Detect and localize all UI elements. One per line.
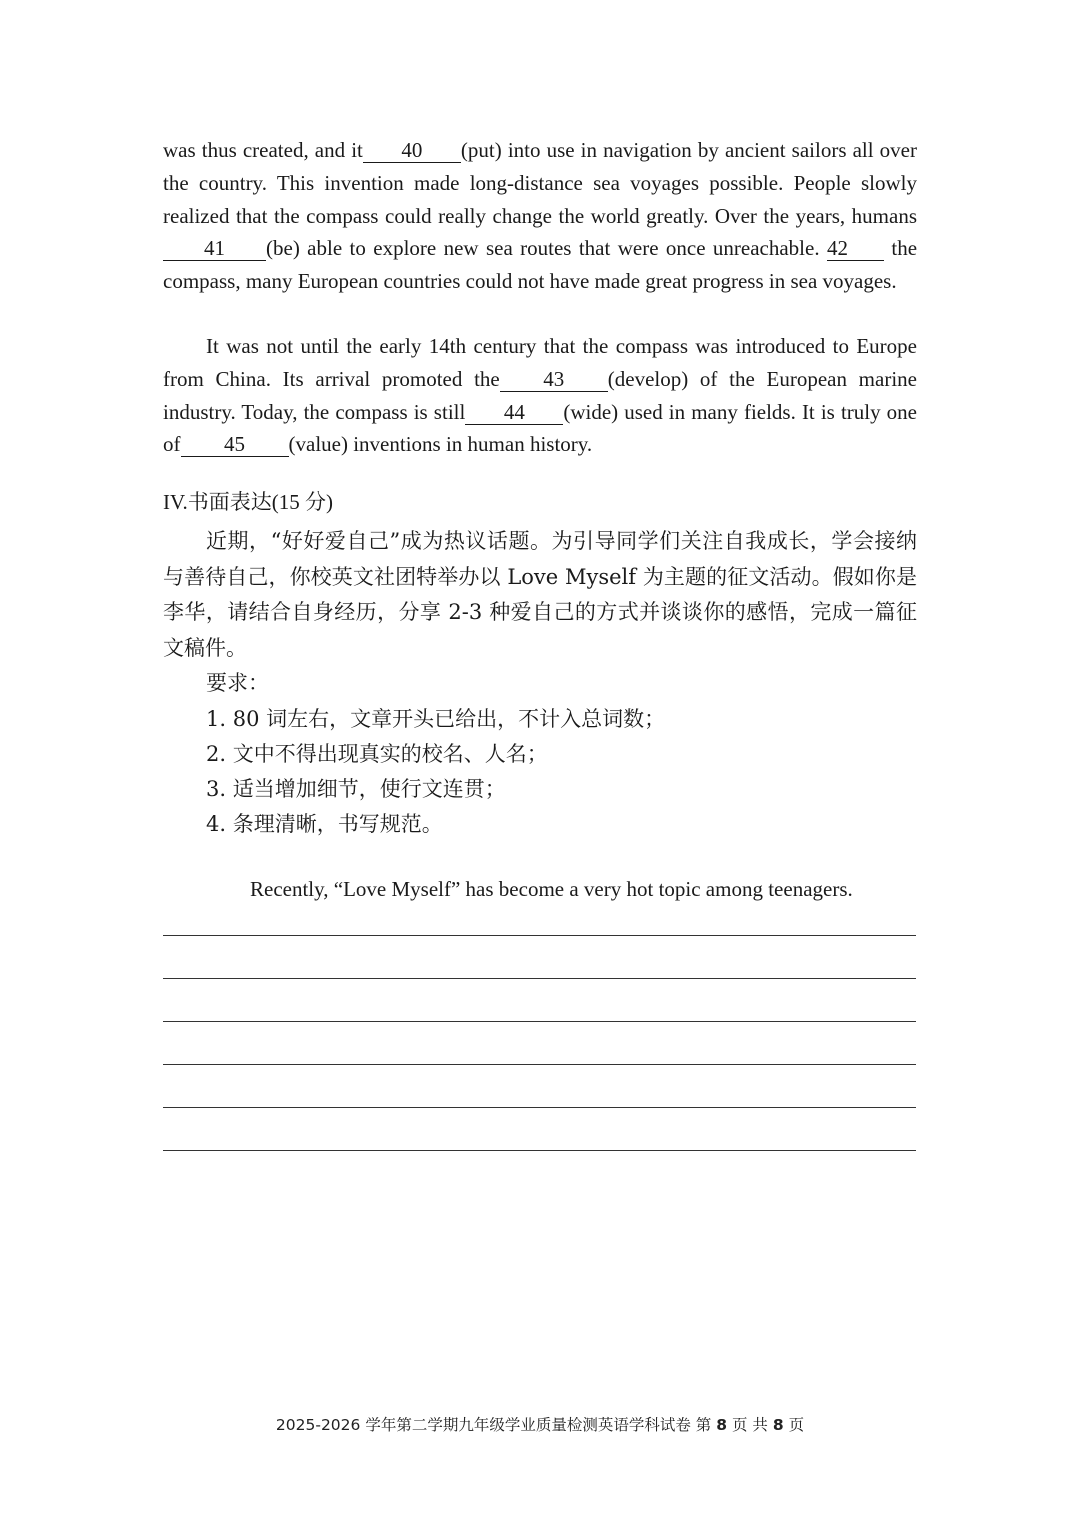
requirement-item: 2. 文中不得出现真实的校名、人名； — [206, 742, 548, 766]
passage-text: It was not until the early 14th century that the compass was introduced to Europe from China. Its arrival promoted the — [163, 334, 917, 391]
footer-page-suffix: 页 — [788, 1416, 805, 1434]
passage-text: (develop) of the European marine industry. Today, the compass is still — [163, 366, 917, 424]
answer-blank-43[interactable]: 43 — [500, 367, 608, 392]
page-footer — [0, 1413, 1080, 1437]
writing-line[interactable] — [163, 1064, 916, 1065]
requirements-label: 要求： — [206, 671, 269, 695]
footer-title: 2025-2026 学年第二学期九年级学业质量检测英语学科试卷 — [275, 1416, 691, 1434]
requirement-item: 3. 适当增加细节，使行文连贯； — [206, 777, 506, 801]
answer-blank-41[interactable]: 41 — [163, 236, 266, 261]
passage-text: (wide) used in many fields. It is truly one of — [163, 399, 918, 457]
writing-line[interactable] — [163, 1107, 916, 1108]
passage-paragraph-2 — [163, 330, 917, 461]
writing-line[interactable] — [163, 1150, 916, 1151]
page-total: 8 — [772, 1416, 784, 1434]
section-title: IV.书面表达(15 分) — [163, 490, 333, 514]
passage-text: (put) into use in navigation by ancient sailors all over the country. This invention made long-distance sea voyages possible. People slowly realized that the compass could really change the world greatly. Over the years, humans — [163, 138, 917, 228]
footer-page-mid: 页 共 — [731, 1416, 768, 1434]
writing-line[interactable] — [163, 1021, 916, 1022]
essay-starter: Recently, “Love Myself” has become a very hot topic among teenagers. — [250, 877, 853, 901]
answer-blank-44[interactable]: 44 — [465, 400, 563, 425]
writing-prompt: 近期，“好好爱自己”成为热议话题。为引导同学们关注自我成长，学会接纳与善待自己，你校英文社团特举办以 Love Myself 为主题的征文活动。假如你是李华，请结合自身经历，分享 2-3 种爱自己的方式并谈谈你的感悟，完成一篇征文稿件。 — [163, 529, 917, 660]
requirement-item: 4. 条理清晰，书写规范。 — [206, 812, 443, 836]
answer-blank-45[interactable]: 45 — [181, 432, 289, 457]
passage-text: (be) able to explore new sea routes that were once unreachable. — [266, 236, 820, 261]
passage-text: (value) inventions in human history. — [288, 432, 593, 457]
answer-blank-42[interactable]: 42 — [827, 236, 884, 261]
footer-page-prefix: 第 — [695, 1416, 712, 1434]
passage-text: was thus created, and it — [163, 138, 363, 162]
writing-line[interactable] — [163, 935, 916, 936]
page-number: 8 — [716, 1416, 728, 1434]
requirement-item: 1. 80 词左右，文章开头已给出，不计入总词数； — [206, 707, 666, 731]
passage-paragraph-1 — [163, 134, 917, 298]
writing-line[interactable] — [163, 978, 916, 979]
passage-text: the compass, many European countries could not have made great progress in sea voyages. — [163, 236, 918, 294]
answer-blank-40[interactable]: 40 — [363, 138, 461, 163]
